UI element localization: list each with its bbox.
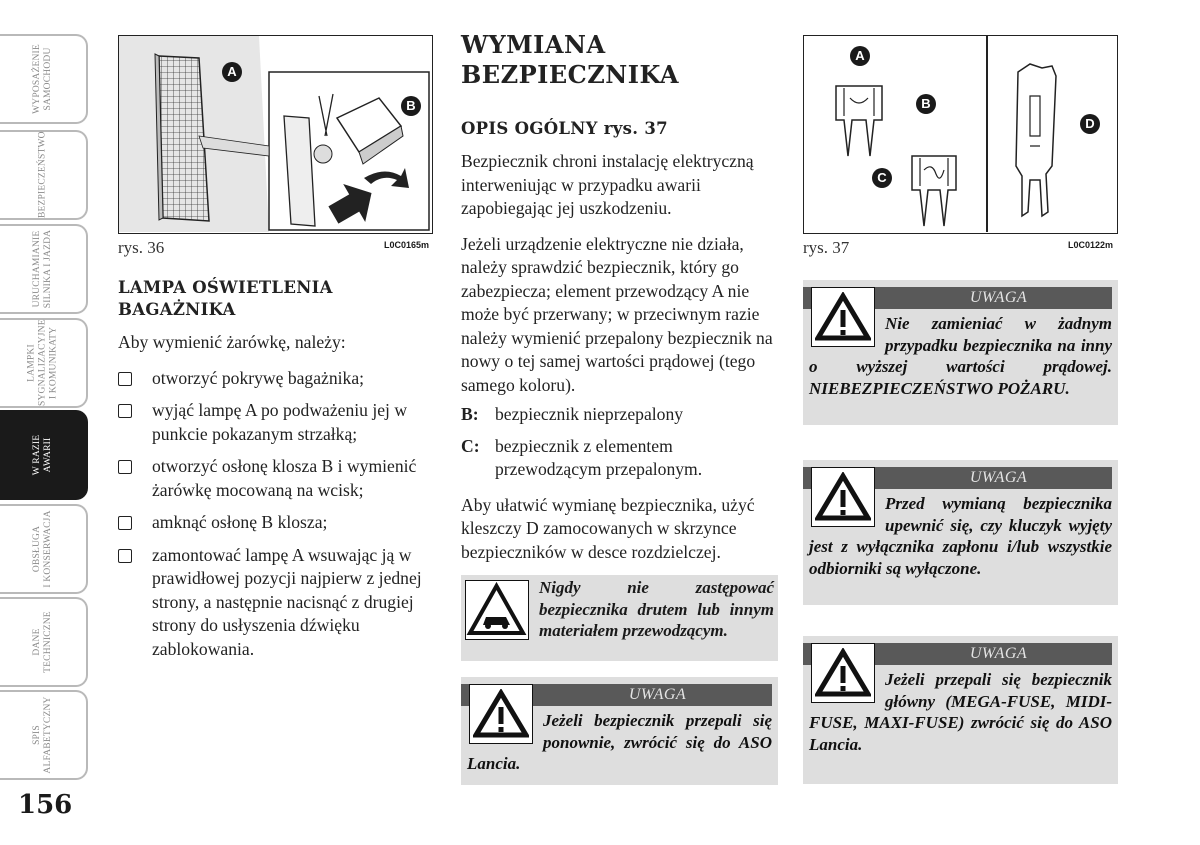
page-number: 156 bbox=[18, 790, 73, 820]
checkbox-bullet-icon bbox=[118, 404, 132, 418]
figure-37 bbox=[803, 35, 1118, 234]
note-box bbox=[461, 575, 778, 661]
tab-lampki[interactable]: LAMPKI SYGNALIZACYJNE I KOMUNIKATY bbox=[0, 318, 88, 408]
paragraph-2: Jeżeli urządzenie elektryczne nie działa, należy sprawdzić bezpiecznik, który go zabezpiecza; element przewodzący A nie może być przerwany; w przeciwnym razie należy wymienić przepalony bezpiecznik na nowy o tej samej wartości prądowej (tego samego koloru). bbox=[461, 233, 773, 395]
tab-dane-techniczne[interactable]: DANE TECHNICZNE bbox=[0, 597, 88, 687]
callout-c: C bbox=[872, 168, 892, 188]
note-text: Nigdy nie zastępować bezpiecznika drutem lub innym materiałem przewodzącym. bbox=[539, 578, 774, 640]
warning-text: Jeżeli przepali się bezpiecznik główny (MEGA-FUSE, MIDI-FUSE, MAXI-FUSE) zwrócić się do ASO Lancia. bbox=[809, 670, 1112, 754]
warning-title: UWAGA bbox=[803, 287, 1112, 309]
tab-wyposazenie[interactable]: WYPOSAŻENIE SAMOCHODU bbox=[0, 34, 88, 124]
warning-box-2 bbox=[803, 280, 1118, 425]
tab-spis[interactable]: SPIS ALFABETYCZNY bbox=[0, 690, 88, 780]
trunk-lamp-illustration bbox=[119, 36, 431, 232]
warning-title: UWAGA bbox=[803, 467, 1112, 489]
warning-box-1 bbox=[461, 677, 778, 785]
callout-b: B bbox=[916, 94, 936, 114]
callout-a: A bbox=[850, 46, 870, 66]
tab-uruchamianie[interactable]: URUCHAMIANIE SILNIKA I JAZDA bbox=[0, 224, 88, 314]
figure-divider bbox=[986, 36, 988, 232]
callout-d: D bbox=[1080, 114, 1100, 134]
warning-triangle-icon bbox=[811, 643, 875, 703]
warning-title: UWAGA bbox=[461, 684, 772, 706]
warning-triangle-icon bbox=[469, 684, 533, 744]
title-wymiana: WYMIANA bbox=[461, 30, 606, 59]
intro-text: Aby wymienić żarówkę, należy: bbox=[118, 332, 346, 352]
checkbox-bullet-icon bbox=[118, 372, 132, 386]
paragraph-3: Aby ułatwić wymianę bezpiecznika, użyć kleszczy D zamocowanych w skrzynce bezpieczników w desce rozdzielczej. bbox=[461, 494, 755, 562]
subheading-opis: OPIS OGÓLNY rys. 37 bbox=[461, 119, 668, 138]
tab-w-razie-awarii[interactable]: W RAZIE AWARII bbox=[0, 410, 88, 500]
figure-36 bbox=[118, 35, 433, 234]
checkbox-bullet-icon bbox=[118, 460, 132, 474]
definition-b: B: bezpiecznik nieprzepalony bbox=[461, 404, 684, 424]
definition-c: C: bezpiecznik z elementem przewodzącym przepalonym. bbox=[461, 435, 703, 479]
list-item: zamontować lampę A wsuwając ją w prawidłowej pozycji najpierw z jednej strony, a następnie nacisnąć z drugiej strony do usłyszenia dźwięku zablokowania. bbox=[118, 544, 433, 662]
warning-text: Nie zamieniać w żadnym przypadku bezpiecznika na inny o wyższej wartości prądowej. NIEBEZPIECZEŃSTWO POŻARU. bbox=[809, 314, 1112, 398]
tab-bezpieczenstwo[interactable]: BEZPIECZEŃSTWO bbox=[0, 130, 88, 220]
checkbox-bullet-icon bbox=[118, 516, 132, 530]
warning-title: UWAGA bbox=[803, 643, 1112, 665]
warning-triangle-icon bbox=[811, 467, 875, 527]
list-item: otworzyć osłonę klosza B i wymienić żarówkę mocowaną na wcisk; bbox=[118, 455, 433, 502]
warning-text: Przed wymianą bezpiecznika upewnić się, czy kluczyk wyjęty jest z wyłącznika zapłonu i/lub wszystkie odbiorniki są wyłączone. bbox=[809, 494, 1112, 578]
tab-obsluga[interactable]: OBSŁUGA I KONSERWACJA bbox=[0, 504, 88, 594]
warning-box-3 bbox=[803, 460, 1118, 605]
car-warning-icon bbox=[465, 580, 529, 640]
warning-box-4 bbox=[803, 636, 1118, 784]
list-item: otworzyć pokrywę bagażnika; bbox=[118, 367, 433, 391]
list-item: amknąć osłonę B klosza; bbox=[118, 511, 433, 535]
figure-37-code: L0C0122m bbox=[1068, 240, 1114, 250]
title-bezpiecznika: BEZPIECZNIKA bbox=[461, 60, 679, 89]
paragraph-1: Bezpiecznik chroni instalację elektryczną interweniując w przypadku awarii zapobiegając jej uszkodzeniu. bbox=[461, 151, 754, 218]
list-item: wyjąć lampę A po podważeniu jej w punkcie pokazanym strzałką; bbox=[118, 399, 433, 446]
warning-text: Jeżeli bezpiecznik przepali się ponownie, zwrócić się do ASO Lancia. bbox=[467, 711, 772, 773]
fuse-illustration bbox=[804, 36, 1116, 232]
checkbox-bullet-icon bbox=[118, 549, 132, 563]
column-2 bbox=[461, 30, 778, 564]
section-heading-lampa: LAMPA OŚWIETLENIA BAGAŻNIKA bbox=[118, 278, 333, 319]
callout-a: A bbox=[222, 62, 242, 82]
warning-triangle-icon bbox=[811, 287, 875, 347]
figure-37-caption: rys. 37 bbox=[803, 238, 850, 257]
figure-36-code: L0C0165m bbox=[384, 240, 430, 250]
figure-36-caption: rys. 36 bbox=[118, 238, 165, 257]
column-1 bbox=[118, 277, 433, 670]
callout-b: B bbox=[401, 96, 421, 116]
